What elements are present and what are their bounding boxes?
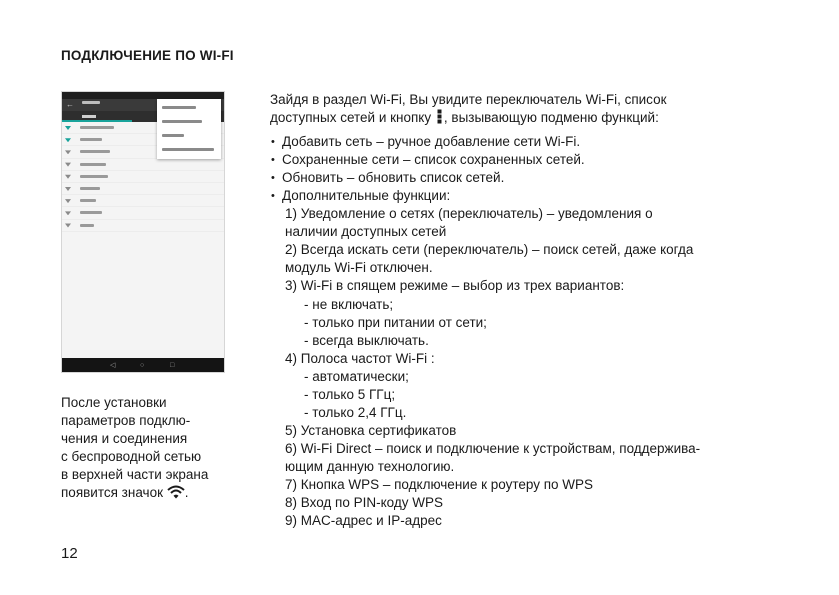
wifi-signal-icon [167,485,185,499]
wifi-icon [65,174,71,179]
main-text [270,91,790,530]
wifi-icon [65,149,71,154]
menu-item [157,143,221,157]
function-line: 1) Уведомление о сетях (переключатель) – уведомления о [285,206,653,222]
function-option: - только при питании от сети; [304,314,487,330]
nav-back-icon: ◁ [110,362,116,369]
list-item [62,159,224,171]
function-line: 2) Всегда искать сети (переключатель) – поиск сетей, даже когда [285,242,694,258]
wifi-icon [65,186,71,191]
function-line: модуль Wi-Fi отключен. [285,260,433,276]
menu-item [157,115,221,129]
page-title: ПОДКЛЮЧЕНИЕ ПО WI-FI [61,48,234,63]
phone-screenshot [61,91,225,373]
back-arrow-icon: ← [66,100,74,109]
function-option: - только 5 ГГц; [304,386,396,402]
wifi-icon [65,162,71,167]
page-number: 12 [61,545,78,562]
function-line: 4) Полоса частот Wi-Fi : [285,350,435,366]
list-item [62,220,224,232]
function-line: 7) Кнопка WPS – подключение к роутеру по WPS [285,476,594,492]
bullet-advanced: • Дополнительные функции: [270,187,790,205]
caption: После установки параметров подклю- чения и соединения с беспроводной сетью в верхней части экрана появится значок . [61,395,209,500]
function-line: 6) Wi-Fi Direct – поиск и подключение к устройствам, поддержива- [285,440,701,456]
function-option: - автоматически; [304,368,409,384]
function-line: ющим данную технологию. [285,458,455,474]
wifi-icon [65,223,71,228]
function-line: 5) Установка сертификатов [285,422,457,438]
nav-recent-icon: □ [170,362,175,369]
wifi-icon [65,137,71,142]
bullet-saved-networks: • Сохраненные сети – список сохраненных сетей. [270,151,790,169]
list-item [62,183,224,195]
bullet-add-network: • Добавить сеть – ручное добавление сети Wi-Fi. [270,133,790,151]
function-line: наличии доступных сетей [285,224,447,240]
function-option: - только 2,4 ГГц. [304,404,407,420]
phone-nav-bar [62,358,224,372]
nav-home-icon: ○ [140,362,145,369]
wifi-icon [65,125,71,130]
function-option: - всегда выключать. [304,332,429,348]
function-option: - не включать; [304,296,394,312]
wifi-icon [65,210,71,215]
intro-line-1: Зайдя в раздел Wi-Fi, Вы увидите переключатель Wi-Fi, список [270,92,667,107]
phone-overflow-menu [157,99,221,159]
bullet-refresh: • Обновить – обновить список сетей. [270,169,790,187]
list-item [62,195,224,207]
menu-item [157,101,221,115]
intro-line-2: доступных сетей и кнопку , вызывающую подменю функций: [270,110,659,126]
more-vert-icon [437,109,442,124]
list-item [62,207,224,219]
wifi-icon [65,198,71,203]
function-line: 8) Вход по PIN-коду WPS [285,495,444,511]
menu-item [157,129,221,143]
phone-status-bar [62,92,224,99]
list-item [62,171,224,183]
function-line: 3) Wi-Fi в спящем режиме – выбор из трех вариантов: [285,278,625,294]
function-line: 9) MAC-адрес и IP-адрес [285,513,442,529]
